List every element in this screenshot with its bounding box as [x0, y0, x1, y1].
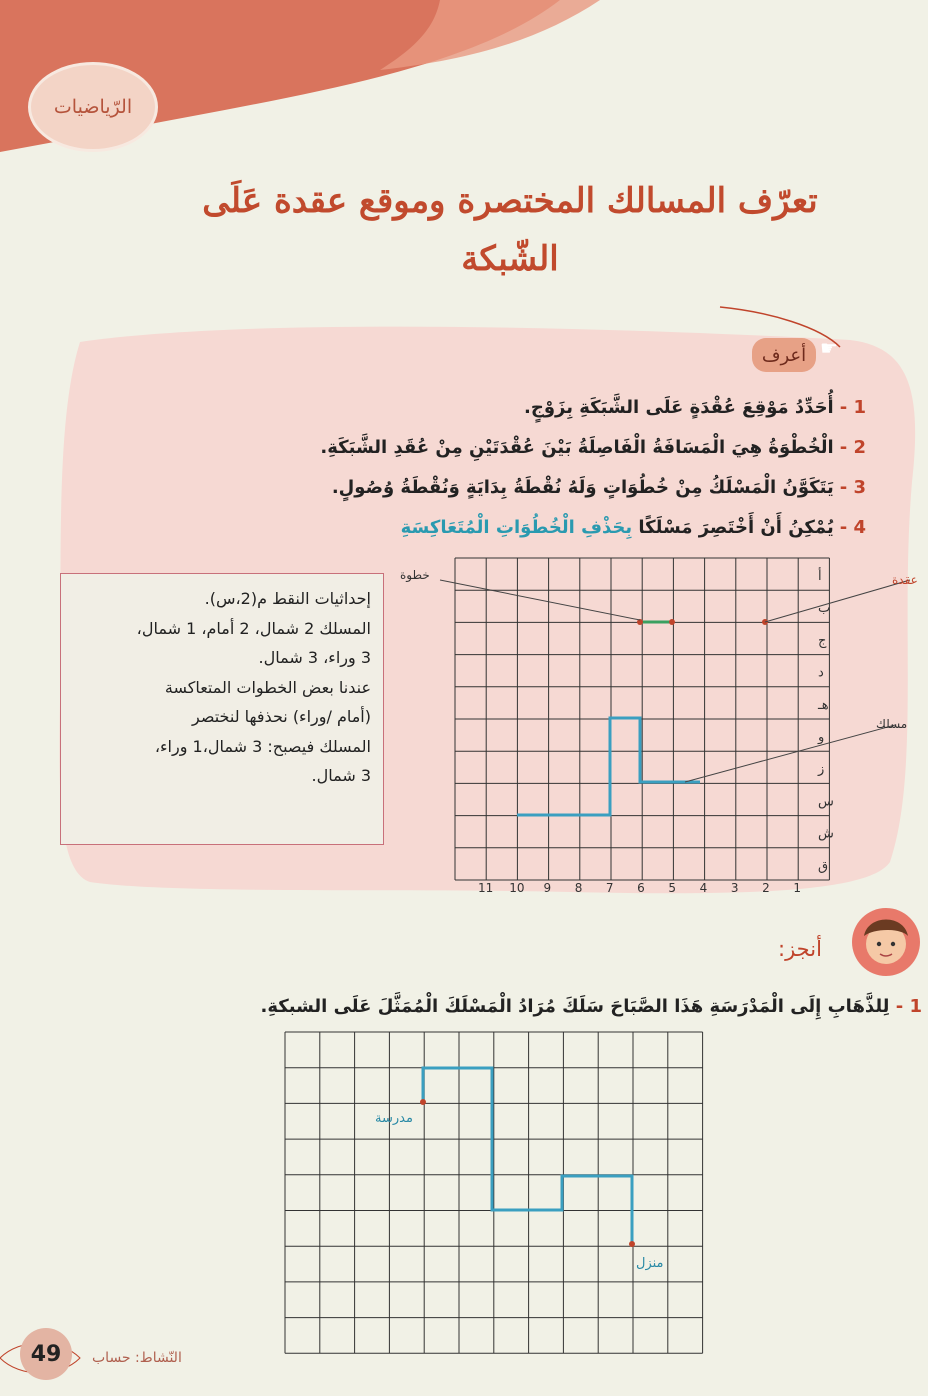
- node-callout: عقدة: [892, 573, 918, 587]
- col-label: 5: [668, 881, 677, 895]
- col-label: 8: [574, 881, 583, 895]
- home-label: منزل: [636, 1256, 664, 1271]
- row-label: ز: [818, 762, 825, 778]
- page-number: 49: [20, 1328, 72, 1380]
- row-label: ب: [818, 601, 831, 617]
- learn-list: [66, 388, 866, 548]
- row-label: د: [818, 665, 824, 681]
- col-label: 10: [509, 881, 525, 895]
- subject-badge: الرّياضيات: [28, 62, 158, 152]
- activity-label: النّشاط: حساب: [92, 1350, 182, 1366]
- grid-lines: [455, 558, 829, 880]
- boy-avatar: [846, 900, 926, 980]
- row-label: ش: [818, 826, 834, 842]
- row-label: هـ: [818, 697, 829, 713]
- node-callout-line: [765, 580, 910, 622]
- learn-tag: أعرف: [752, 338, 816, 372]
- col-label: 7: [605, 881, 614, 895]
- school-label: مدرسة: [375, 1111, 413, 1126]
- coord-line: إحداثيات النقط م(2،س).: [204, 589, 371, 608]
- col-label: 1: [793, 881, 801, 895]
- coord-line: المسلك 2 شمال، 2 أمام، 1 شمال،: [136, 618, 371, 638]
- home-node: [629, 1241, 635, 1247]
- coord-line: 3 شمال.: [311, 766, 371, 785]
- coord-line: المسلك فيصبح: 3 شمال،1 وراء،: [154, 736, 371, 756]
- col-label: 9: [543, 881, 552, 895]
- learn-item: 1 -أُحَدِّدُ مَوْقِعَ عُقْدَةٍ عَلَى الشَّبَكَةِ بِزَوْجٍ.: [524, 397, 866, 418]
- coord-line: عندنا بعض الخطوات المتعاكسة: [164, 677, 371, 697]
- practice-task: 1 - لِلذَّهَابِ إِلَى الْمَدْرَسَةِ هَذَا الصَّبَاحَ سَلَكَ مُرَادُ الْمَسْلَكَ الْمُمَثَّلَ عَلَى الشبكةِ.: [260, 996, 922, 1017]
- lesson-title: تعرّف المسالك المختصرة وموقع عقدة عَلَى الشّبكة: [202, 181, 818, 279]
- col-label: 11: [478, 881, 494, 895]
- row-labels: [817, 567, 834, 874]
- row-label: ج: [818, 633, 827, 649]
- learn-item: 4 -يُمْكِنُ أَنْ أَخْتَصِرَ مَسْلَكًا بِحَذْفِ الْخُطُوَاتِ الْمُتَعَاكِسَةِ: [400, 517, 866, 538]
- school-node: [420, 1099, 426, 1105]
- practice-grid: [0, 1026, 928, 1366]
- step-end-node: [669, 619, 675, 625]
- row-label: و: [818, 730, 825, 745]
- coord-line: 3 وراء، 3 شمال.: [258, 648, 371, 667]
- col-label: 3: [730, 881, 739, 895]
- col-label: 2: [762, 881, 770, 895]
- learn-item: 3 -يَتَكَوَّنُ الْمَسْلَكُ مِنْ خُطُوَاتٍ وَلَهُ نُقْطَةُ بِدَايَةٍ وَنُقْطَةُ وُصُولٍ.: [331, 477, 866, 498]
- path-callout-line: [685, 725, 895, 782]
- step-callout: خطوة: [400, 568, 430, 582]
- col-label: 6: [637, 881, 645, 895]
- learn-item: 2 -الْخُطْوَةُ هِيَ الْمَسَافَةُ الْفَاصِلَةُ بَيْنَ عُقْدَتَيْنِ مِنْ عُقَدِ الشَّبَكَةِ.: [320, 437, 866, 458]
- coord-line: (أمام /وراء) نحذفها لنختصر: [192, 707, 371, 726]
- path-callout: مسلك: [876, 717, 908, 731]
- grid-lines: [285, 1032, 703, 1353]
- practice-label: أنجز:: [778, 937, 822, 961]
- coordinates-box: [60, 573, 384, 845]
- col-label: 4: [699, 881, 708, 895]
- row-label: أ: [818, 569, 822, 584]
- route-path: [423, 1068, 632, 1244]
- example-path: [517, 718, 700, 815]
- hand-pointer-icon: ☛: [820, 336, 838, 360]
- row-label: ق: [818, 858, 829, 874]
- step-callout-line: [440, 580, 640, 620]
- row-label: س: [818, 794, 834, 810]
